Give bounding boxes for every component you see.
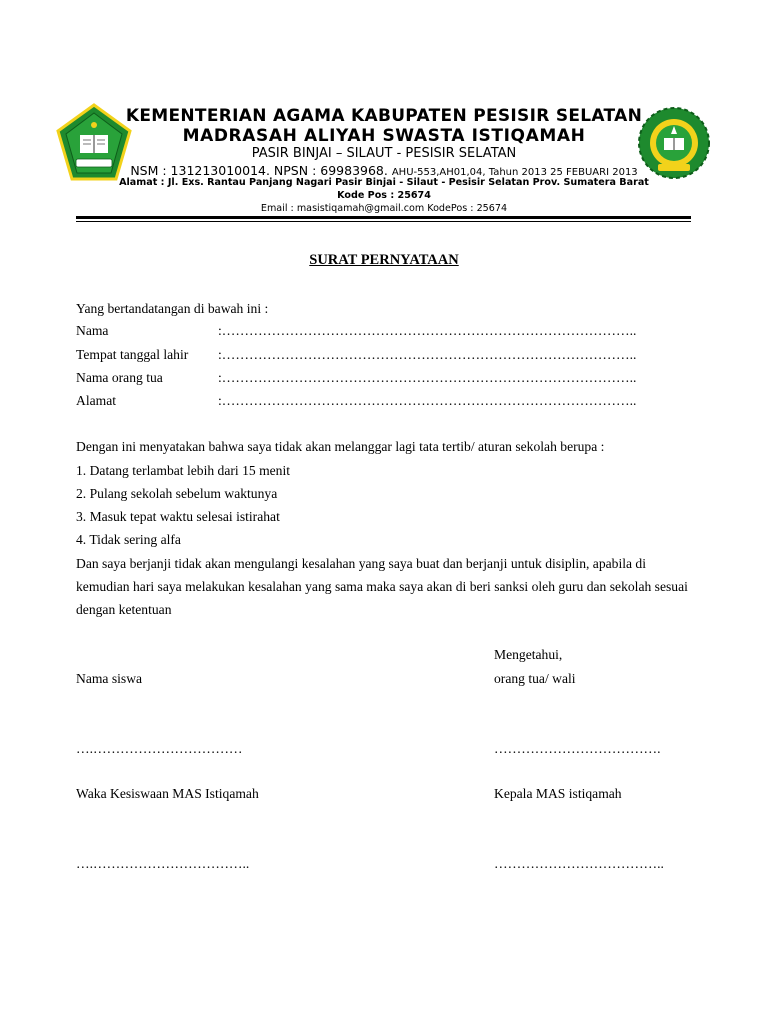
rule-item-3: 3. Masuk tepat waktu selesai istirahat xyxy=(76,509,280,524)
field-label-nama: Nama xyxy=(76,323,109,338)
field-dots-orang-tua: :……………………………………………………………………………….. xyxy=(218,370,637,385)
intro-text: Yang bertandatangan di bawah ini : xyxy=(76,301,269,316)
parent-label: orang tua/ wali xyxy=(494,671,576,686)
acknowledge-label: Mengetahui, xyxy=(494,647,563,662)
waka-kesiswaan-label: Waka Kesiswaan MAS Istiqamah xyxy=(76,786,259,801)
rule-item-4: 4. Tidak sering alfa xyxy=(76,532,181,547)
letterhead-school-name: MADRASAH ALIYAH SWASTA ISTIQAMAH xyxy=(182,126,586,146)
letterhead-address: Alamat : Jl. Exs. Rantau Panjang Nagari Pasir Binjai - Silaut - Pesisir Selatan Prov. Sumatera Barat xyxy=(119,177,649,188)
letterhead-ahu: AHU-553,AH01,04, Tahun 2013 25 FEBUARI 2013 xyxy=(391,167,638,178)
waka-signature-line: ….…………………………….. xyxy=(76,856,250,871)
letterhead-email: Email : masistiqamah@gmail.com KodePos : 25674 xyxy=(260,203,508,214)
letterhead-ministry: KEMENTERIAN AGAMA KABUPATEN PESISIR SELATAN xyxy=(125,106,643,126)
field-label-ttl: Tempat tanggal lahir xyxy=(76,347,189,362)
rule-item-2: 2. Pulang sekolah sebelum waktunya xyxy=(76,486,278,501)
letterhead-location: PASIR BINJAI – SILAUT - PESISIR SELATAN xyxy=(251,146,517,161)
field-label-alamat: Alamat xyxy=(76,393,117,408)
kepala-label: Kepala MAS istiqamah xyxy=(494,786,622,801)
document-title: SURAT PERNYATAAN xyxy=(309,252,459,268)
field-dots-alamat: :……………………………………………………………………………….. xyxy=(218,393,637,408)
letterhead-nsm-npsn: NSM : 131213010014. NPSN : 69983968. xyxy=(130,163,388,178)
letterhead-divider-thin xyxy=(76,221,691,222)
letterhead-divider-thick xyxy=(76,216,691,219)
parent-signature-line: ………………………………. xyxy=(494,741,661,756)
field-dots-nama: :……………………………………………………………………………….. xyxy=(218,323,637,338)
field-dots-ttl: :……………………………………………………………………………….. xyxy=(218,347,637,362)
promise-paragraph: Dan saya berjanji tidak akan mengulangi kesalahan yang saya buat dan berjanji untuk disiplin, apabila di kemudian hari saya melakukan kesalahan yang sama maka saya akan di beri sanksi oleh guru dan sekolah sesuai dengan ketentuan xyxy=(76,556,688,617)
letterhead-postcode: Kode Pos : 25674 xyxy=(337,190,431,201)
kepala-signature-line: ……………………………….. xyxy=(494,856,664,871)
field-label-orang-tua: Nama orang tua xyxy=(76,370,163,385)
rule-item-1: 1. Datang terlambat lebih dari 15 menit xyxy=(76,463,291,478)
statement-text: Dengan ini menyatakan bahwa saya tidak akan melanggar lagi tata tertib/ aturan sekolah berupa : xyxy=(76,439,605,454)
student-name-label: Nama siswa xyxy=(76,671,143,686)
letterhead-registration xyxy=(0,163,768,178)
student-signature-line: ….…………………………… xyxy=(76,741,243,756)
